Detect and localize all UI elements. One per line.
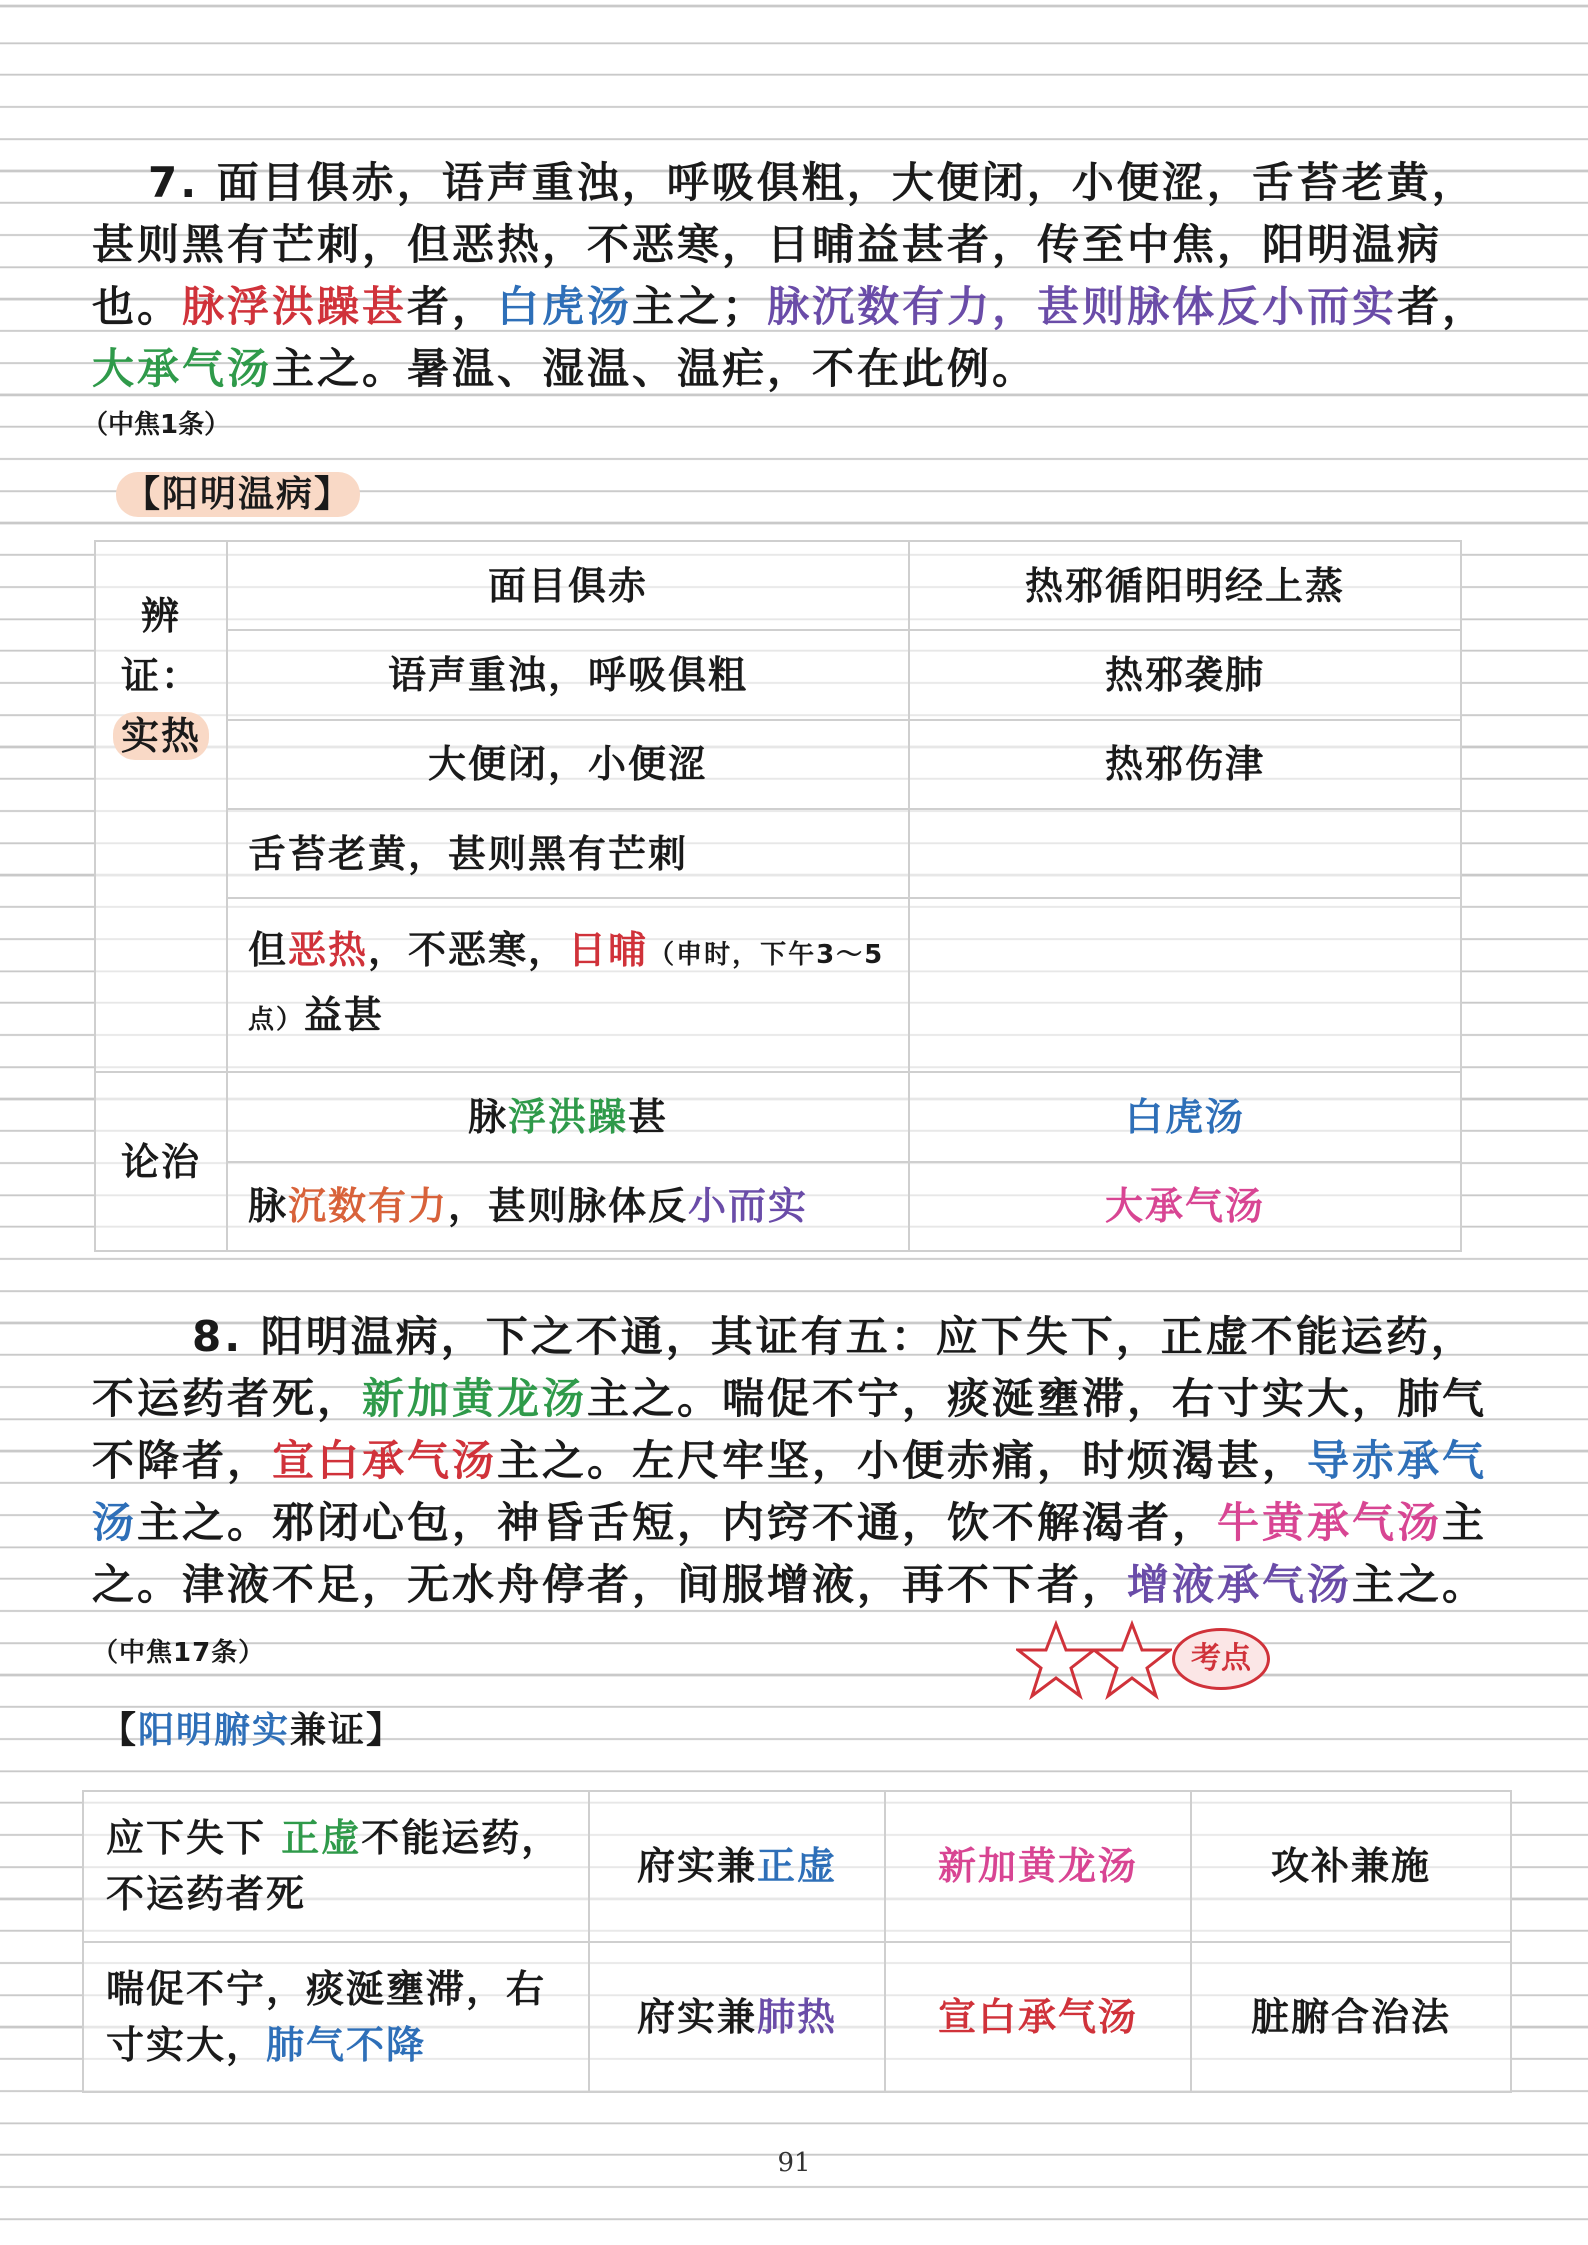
clause-8 — [92, 1306, 1512, 1684]
pulse-deep: 脉沉数有力，甚则脉体反小而实 — [767, 282, 1398, 331]
afternoon: 日晡 — [568, 928, 649, 973]
formula-baihu: 白虎汤 — [909, 1072, 1461, 1161]
page-number: 91 — [777, 2148, 811, 2178]
text: 府实兼 — [636, 1994, 757, 2039]
clause-8-reference: （中焦17条） — [92, 1638, 266, 1668]
pulse-1 — [227, 1072, 909, 1161]
text: 应下失下 — [106, 1816, 282, 1861]
clause-7-text: 主之。暑温、湿温、温疟，不在此例。 — [272, 344, 1038, 393]
star-icon — [1016, 1620, 1096, 1700]
yangming-table — [94, 540, 1462, 1252]
text: ，甚则脉体反 — [448, 1184, 689, 1229]
row1-symptoms — [83, 1791, 589, 1942]
symptom-stool: 大便闭，小便涩 — [227, 720, 909, 809]
clause-7-text: 主之； — [632, 282, 768, 331]
section-heading-fushi — [100, 1702, 404, 1753]
label-treatment: 论治 — [95, 1072, 227, 1251]
heading-yangming-fushi: 阳明腑实 — [138, 1710, 291, 1751]
star-icon — [1092, 1620, 1172, 1700]
clause-8-text: 主之。左尺牢坚，小便赤痛，时烦渴甚， — [497, 1436, 1308, 1485]
formula-dachengqi: 大承气汤 — [909, 1162, 1461, 1251]
aversion-heat: 恶热 — [288, 928, 369, 973]
label-empty — [95, 809, 227, 1072]
clause-7-reference: （中焦1条） — [82, 410, 231, 440]
heading-text: 【阳明温病】 — [116, 472, 360, 517]
method-zangfu: 脏腑合治法 — [1191, 1942, 1511, 2093]
pulse-floating: 脉浮洪躁甚 — [182, 282, 408, 331]
formula-xinjia-huanglong: 新加黄龙汤 — [362, 1374, 588, 1423]
clause-7-text: 者， — [1397, 282, 1488, 331]
text: 但 — [248, 928, 289, 973]
deficiency: 正虚 — [281, 1816, 362, 1861]
row2-type — [589, 1942, 885, 2093]
formula-daochi: 导赤承气汤 — [92, 1436, 1488, 1547]
formula-baihu: 白虎汤 — [497, 282, 633, 331]
text: 甚 — [628, 1094, 669, 1139]
clause-8-text: 主之。 — [1352, 1560, 1488, 1609]
formula-zengye: 增液承气汤 — [1127, 1560, 1353, 1609]
pathogenesis-3: 热邪伤津 — [909, 720, 1461, 809]
formula-xuanbai: 宣白承气汤 — [272, 1436, 498, 1485]
symptom-voice: 语声重浊，呼吸俱粗 — [227, 630, 909, 719]
label-syndrome — [95, 541, 227, 809]
pulse-deep: 沉数有力 — [288, 1184, 449, 1229]
clause-8-text: 8. 阳明温病，下之不通，其证有五：应下失下，正虚不能运药，不运药者死， — [92, 1312, 1476, 1423]
method-attack-tonify: 攻补兼施 — [1191, 1791, 1511, 1942]
clause-7-text: 7. 面目俱赤，语声重浊，呼吸俱粗，大便闭，小便涩，舌苔老黄，甚则黑有芒刺，但恶热，不恶寒，日晡益甚者，传至中焦，阳明温病也。 — [92, 158, 1477, 331]
text: 喘促不宁，痰涎壅滞，右寸实大， — [106, 1966, 547, 2067]
pulse-floating: 浮洪躁 — [507, 1094, 628, 1139]
row2-symptoms — [83, 1942, 589, 2093]
clause-7-text: 者， — [407, 282, 498, 331]
small-solid: 小而实 — [688, 1184, 809, 1229]
text: 脉 — [248, 1184, 289, 1229]
pathogenesis-2: 热邪袭肺 — [909, 630, 1461, 719]
formula-xuanbai: 宣白承气汤 — [885, 1942, 1191, 2093]
formula-dachengqi: 大承气汤 — [92, 344, 273, 393]
note-shen-time: （申时，下午3～5点） — [248, 940, 885, 1036]
label-excess-heat: 实热 — [113, 712, 209, 760]
text: 府实兼 — [636, 1844, 757, 1889]
empty-cell — [909, 809, 1461, 898]
symptom-fever — [227, 898, 909, 1072]
symptom-face-red: 面目俱赤 — [227, 541, 909, 630]
pulse-2 — [227, 1162, 909, 1251]
fushi-table — [82, 1790, 1512, 2093]
heading-text: 兼证】 — [290, 1710, 405, 1751]
lung-qi: 肺气不降 — [266, 2022, 427, 2067]
bracket: 【 — [100, 1710, 139, 1751]
formula-niuhuang: 牛黄承气汤 — [1217, 1498, 1443, 1547]
lung-heat: 肺热 — [757, 1994, 838, 2039]
text: ，不恶寒， — [368, 928, 569, 973]
clause-8-text: 主之。邪闭心包，神昏舌短，内窍不通，饮不解渴者， — [137, 1498, 1218, 1547]
clause-7 — [92, 152, 1512, 400]
clause-8-text: 主之。津液不足，无水舟停者，间服增液，再不下者， — [92, 1498, 1488, 1609]
clause-8-text: 主之。喘促不宁，痰涎壅滞，右寸实大，肺气不降者， — [92, 1374, 1488, 1485]
text: 益甚 — [304, 993, 385, 1038]
section-heading-yangming — [116, 466, 360, 517]
text: 不能运药，不运药者死 — [106, 1816, 562, 1917]
row1-type — [589, 1791, 885, 1942]
pathogenesis-1: 热邪循阳明经上蒸 — [909, 541, 1461, 630]
exam-point-badge: 考点 — [1172, 1628, 1270, 1690]
symptom-tongue: 舌苔老黄，甚则黑有芒刺 — [227, 809, 909, 898]
formula-xinjia-huanglong: 新加黄龙汤 — [885, 1791, 1191, 1942]
deficiency: 正虚 — [757, 1844, 838, 1889]
text: 脉 — [467, 1094, 508, 1139]
empty-cell — [909, 898, 1461, 1072]
label-syndrome-text: 辨证： — [120, 593, 201, 698]
